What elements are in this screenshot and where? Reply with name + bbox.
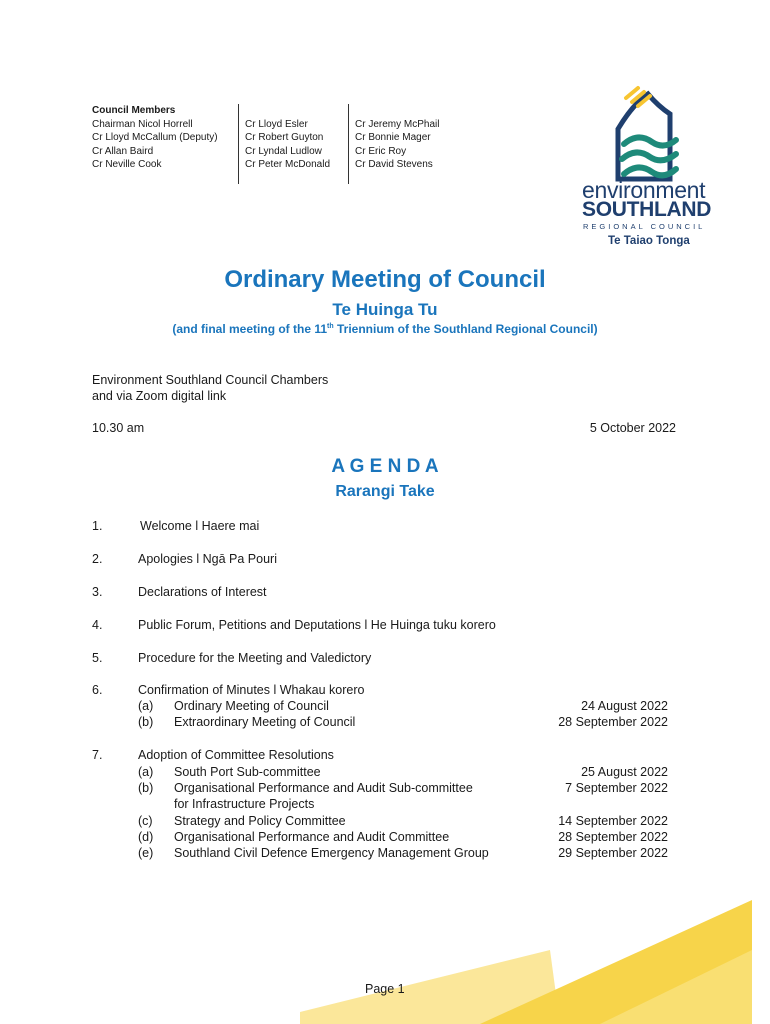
member-name: Cr Allan Baird: [92, 145, 154, 157]
member-name: Cr Bonnie Mager: [355, 132, 431, 143]
agenda-item-text: Adoption of Committee Resolutions: [138, 748, 334, 762]
sub-item-letter: (b): [138, 715, 154, 729]
sub-item-letter: (d): [138, 830, 154, 844]
member-name: Cr Neville Cook: [92, 159, 162, 170]
sub-item-date: 14 September 2022: [558, 814, 668, 828]
member-name: Cr David Stevens: [355, 159, 433, 170]
sub-item-letter: (e): [138, 846, 154, 860]
sub-item-date: 28 September 2022: [558, 715, 668, 729]
sub-item-text: Extraordinary Meeting of Council: [174, 715, 356, 729]
footer-decoration: [300, 900, 770, 1024]
sub-item-text: Strategy and Policy Committee: [174, 814, 346, 828]
page-number: Page 1: [365, 982, 405, 996]
logo-mark-icon: [578, 84, 728, 184]
members-column-2: [245, 118, 330, 172]
member-name: Cr Lloyd Esler: [245, 118, 308, 130]
member-name: Cr Eric Roy: [355, 145, 407, 157]
agenda-item-number: 6.: [92, 683, 103, 697]
agenda-item-number: 3.: [92, 585, 103, 599]
sub-item-letter: (a): [138, 765, 154, 779]
agenda-item-number: 2.: [92, 552, 103, 566]
agenda-item-text: Apologies l Ngā Pa Pouri: [138, 552, 277, 566]
meeting-title-maori: Te Huinga Tu: [332, 300, 438, 319]
member-name: Cr Lloyd McCallum (Deputy): [92, 132, 218, 143]
agenda-item-number: 5.: [92, 651, 103, 665]
sub-item-date: 24 August 2022: [581, 699, 668, 713]
column-divider: [238, 104, 239, 184]
sub-item-text: Southland Civil Defence Emergency Management Group: [174, 846, 489, 860]
sub-item-date: 28 September 2022: [558, 830, 668, 844]
logo-line-regional-council: REGIONAL COUNCIL: [583, 222, 706, 231]
sub-item-date: 29 September 2022: [558, 846, 668, 860]
venue-line-2: and via Zoom digital link: [92, 389, 227, 403]
meeting-subtitle: (and final meeting of the 11th Triennium of the Southland Regional Council): [172, 322, 598, 336]
agenda-item-number: 7.: [92, 748, 103, 762]
sub-item-letter: (a): [138, 699, 154, 713]
agenda-item-text: Welcome l Haere mai: [140, 519, 260, 533]
sub-item-letter: (b): [138, 781, 154, 795]
sub-item-text: Organisational Performance and Audit Committee: [174, 830, 450, 844]
agenda-item-number: 1.: [92, 519, 103, 533]
sub-item-text-continued: for Infrastructure Projects: [174, 797, 315, 811]
agenda-item-text: Public Forum, Petitions and Deputations l He Huinga tuku korero: [138, 618, 496, 632]
logo-tagline: Te Taiao Tonga: [608, 235, 690, 247]
agenda-subheading: Rarangi Take: [335, 483, 435, 500]
agenda-item-text: Procedure for the Meeting and Valedictory: [138, 651, 372, 665]
member-name: Cr Peter McDonald: [245, 159, 331, 170]
logo-line-environment: environment: [582, 177, 706, 203]
sub-item-text: Organisational Performance and Audit Sub-committee: [174, 781, 473, 795]
sub-item-date: 7 September 2022: [565, 781, 668, 795]
logo-line-southland: SOUTHLAND: [582, 198, 712, 221]
agenda-item-number: 4.: [92, 618, 103, 632]
meeting-title: Ordinary Meeting of Council: [224, 266, 546, 293]
member-name: Cr Robert Guyton: [245, 132, 324, 143]
agenda-item-text: Declarations of Interest: [138, 585, 267, 599]
member-name: Cr Lyndal Ludlow: [245, 145, 322, 157]
environment-southland-logo: [578, 84, 728, 254]
column-divider: [348, 104, 349, 184]
sub-item-letter: (c): [138, 814, 153, 828]
members-column-1: [92, 104, 218, 172]
sub-item-text: South Port Sub-committee: [174, 765, 321, 779]
agenda-heading: A G E N D A: [331, 456, 439, 477]
venue-line-1: Environment Southland Council Chambers: [92, 373, 329, 387]
members-heading: Council Members: [92, 105, 176, 116]
member-name: Chairman Nicol Horrell: [92, 118, 193, 130]
member-name: Cr Jeremy McPhail: [355, 118, 440, 130]
agenda-item-text: Confirmation of Minutes l Whakau korero: [138, 683, 365, 697]
meeting-date: 5 October 2022: [589, 421, 676, 435]
sub-item-date: 25 August 2022: [581, 765, 668, 779]
members-column-3: [355, 118, 439, 172]
meeting-time: 10.30 am: [92, 421, 145, 435]
sub-item-text: Ordinary Meeting of Council: [174, 699, 329, 713]
